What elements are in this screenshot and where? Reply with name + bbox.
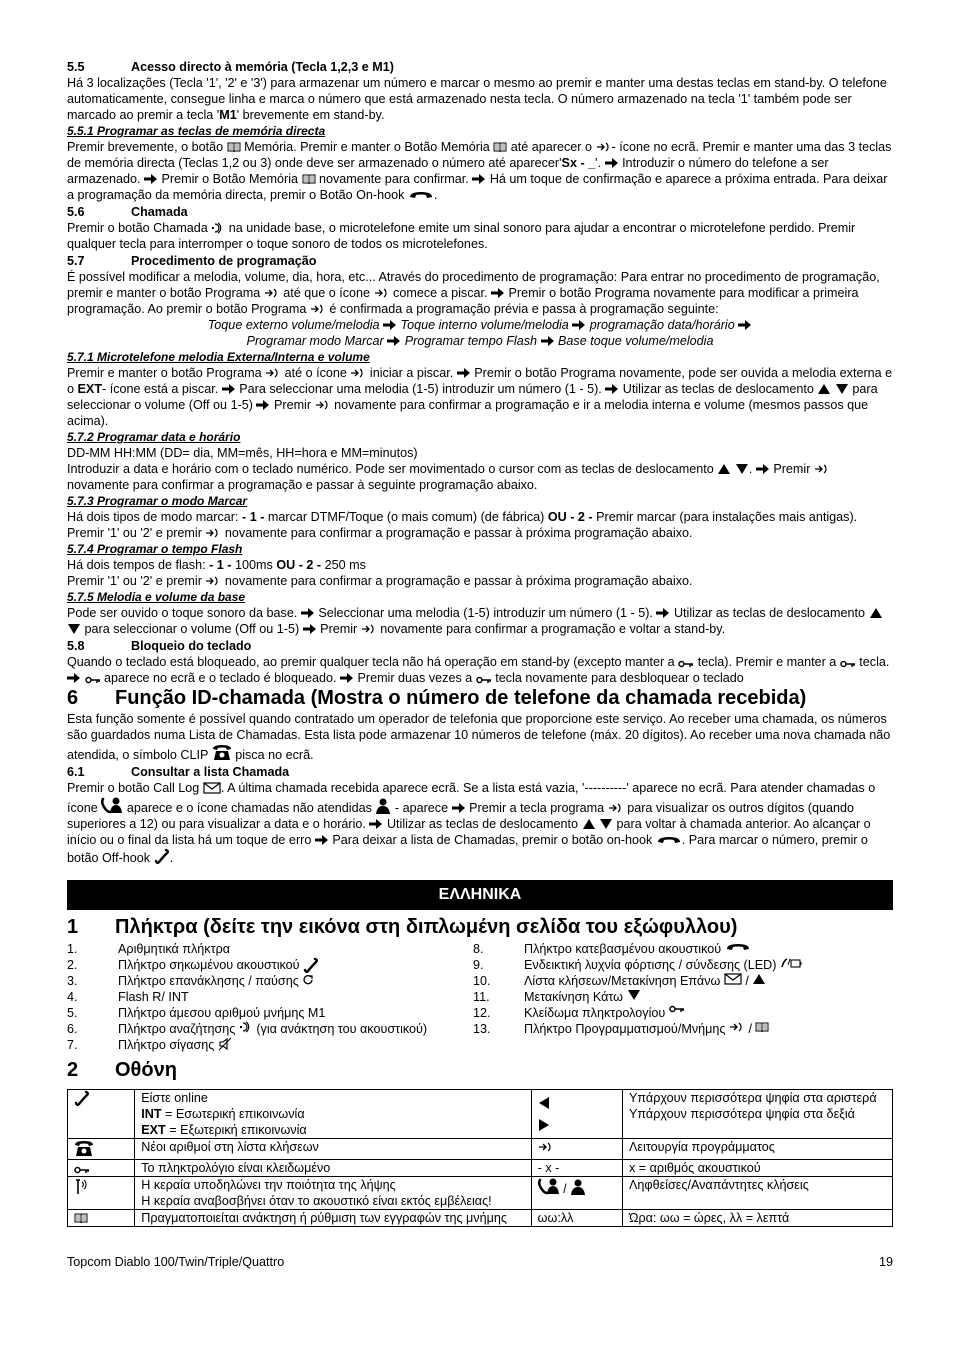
table-row (68, 1177, 893, 1210)
section-5-7-text: É possível modificar a melodia, volume, dia, hora, etc... Através do procedimento de programação: Para entrar no procedimento de programação, premir e manter o botão Programa até que o ícone comece a piscar. Premir o botão Programa novamente para modificar a primeira programação. Ao premir o botão Programa é confirmada a programação prévia e passa à programação seguinte: (67, 270, 880, 316)
onhook-icon (725, 941, 751, 957)
subsection-5-5-1-heading: 5.5.1 Programar as teclas de memória directa (67, 124, 326, 138)
up-triangle-icon (817, 383, 831, 395)
arrow-right-icon (472, 173, 486, 185)
table-cell (68, 1160, 135, 1177)
table-cell (135, 1177, 531, 1210)
keys-list (67, 941, 893, 1053)
clip-phone-icon (74, 1139, 94, 1157)
list-item: 7. Πλήκτρο σίγασης (67, 1037, 473, 1053)
table-cell (531, 1139, 622, 1160)
person-icon (375, 798, 391, 814)
book-icon (74, 1212, 88, 1224)
program-icon (350, 367, 366, 379)
right-triangle-icon (538, 1118, 550, 1132)
arrow-right-icon (222, 383, 236, 395)
manual-page (67, 58, 893, 1227)
list-item: 1. Αριθμητικά πλήκτρα (67, 942, 231, 956)
page-icon (211, 222, 225, 234)
program-icon (596, 141, 612, 153)
programming-flow-line-2: Programar modo Marcar Programar tempo Flash Base toque volume/melodia (246, 334, 714, 348)
section-5-7-5-text: Pode ser ouvido o toque sonoro da base. Seleccionar uma melodia (1-5) introduzir um número (1 - 5). Utilizar as teclas de deslocamento para seleccionar o volume (Off ou 1-5) Premir novamente para confirmar a programação e voltar a stand-by. (67, 605, 893, 637)
greek-chapter-1-heading: 1 Πλήκτρα (δείτε την εικόνα στη διπλωμένη σελίδα του εξώφυλλου) (67, 916, 738, 938)
section-5-6-heading: 5.6 Chamada (67, 205, 188, 219)
subsection-5-7-5-heading: 5.7.5 Melodia e volume da base (67, 590, 246, 604)
list-item: 8. Πλήκτρο κατεβασμένου ακουστικού (473, 941, 879, 957)
arrow-right-icon (756, 463, 770, 475)
subsection-5-7-1-heading: 5.7.1 Microtelefone melodia Externa/Interna e volume (67, 350, 370, 364)
offhook-icon (154, 848, 170, 864)
envelope-icon (203, 782, 221, 794)
section-5-7-heading: 5.7 Procedimento de programação (67, 254, 317, 268)
up-triangle-icon (717, 463, 731, 475)
page-icon (239, 1021, 253, 1037)
table-cell (135, 1090, 531, 1139)
list-item: 2. Πλήκτρο σηκωμένου ακουστικού (67, 957, 473, 973)
cell-line: INT = Εσωτερική επικοινωνία (141, 1107, 305, 1121)
greek-chapter-2-heading: 2 Οθόνη (67, 1059, 177, 1081)
list-item: 3. Πλήκτρο επανάκλησης / παύσης (67, 973, 473, 989)
arrow-right-icon (572, 319, 586, 331)
list-item: 12. Κλείδωμα πληκτρολογίου (473, 1005, 879, 1021)
cell-line: Είστε online (141, 1091, 208, 1105)
section-5-7-3-text: Há dois tipos de modo marcar: - 1 - marcar DTMF/Toque (o mais comum) (de fábrica) OU - 2 - Premir marcar (para instalações mais antigas). Premir '1' ou '2' e premir novamente para confirmar a programação e passar à próxima programação abaixo. (67, 510, 858, 540)
table-cell: x = αριθμός ακουστικού (623, 1160, 893, 1177)
cell-line: Υπάρχουν περισσότερα ψηφία στα δεξιά (629, 1107, 855, 1121)
arrow-right-icon (457, 367, 471, 379)
book-icon (755, 1021, 769, 1037)
program-icon (608, 802, 624, 814)
arrow-right-icon (340, 672, 354, 684)
redial-icon (302, 973, 314, 989)
onhook-icon (408, 189, 434, 201)
list-item: 4. Flash R/ INT (67, 990, 189, 1004)
list-item: 6. Πλήκτρο αναζήτησης (για ανάκτηση του ακουστικού) (67, 1022, 428, 1036)
section-5-5-text: Há 3 localizações (Tecla '1', '2' e '3') para armazenar um número e marcar o mesmo ao premir e manter uma destas teclas em stand-by. O telefone automaticamente, consegue linha e marca o número que está armazenado nesta tecla. O número armazenado na tecla '1' também pode ser marcado ao premir a tecla 'M1' brevemente em stand-by. (67, 76, 887, 122)
table-cell: Ληφθείσες/Αναπάντητες κλήσεις (623, 1177, 893, 1210)
program-icon (205, 527, 221, 539)
down-triangle-icon (835, 383, 849, 395)
offhook-icon (303, 957, 319, 973)
arrow-right-icon (67, 672, 81, 684)
cell-line: Η κεραία υποδηλώνει την ποιότητα της λήψης (141, 1178, 396, 1192)
person-icon (570, 1179, 586, 1195)
key-icon (840, 660, 856, 668)
section-6-1-text: Premir o botão Call Log . A última chamada recebida aparece ecrã. Se a lista está vazia, '----------' aparece no ecrã. Para atender chamadas o ícone aparece e o ícone chamadas não atendidas - aparece Premir a tecla programa para visualizar os outros dígitos (quando superiores a 12) ou para visualizar a data e o horário. Utilizar as teclas de deslocamento para voltar à chamada anterior. Ao alcançar o início ou o final da lista há um toque de erro Para deixar a lista de Chamadas, premir o botão on-hook . Para marcar o número, premir o botão Off-hook . (67, 781, 876, 865)
program-icon (264, 287, 280, 299)
arrow-right-icon (387, 335, 401, 347)
arrow-right-icon (256, 399, 270, 411)
display-symbols-table (67, 1089, 893, 1227)
arrow-right-icon (303, 623, 317, 635)
section-5-5-1-text: Premir brevemente, o botão Memória. Premir e manter o Botão Memória até aparecer o - ícone no ecrã. Premir e manter uma das 3 teclas de memória directa (Teclas 1,2 ou 3) onde deve ser armazenado o número até aparecer'Sx - _'. Introduzir o número do telefone a ser armazenado. Premir o Botão Memória novamente para confirmar. Há um toque de confirmação e aparece a próxima entrada. Para deixar a programação da memória directa, premir o Botão On-hook . (67, 140, 892, 202)
down-triangle-icon (67, 623, 81, 635)
table-cell (531, 1090, 622, 1139)
table-cell: / (531, 1177, 622, 1210)
arrow-right-icon (605, 157, 619, 169)
arrow-right-icon (301, 607, 315, 619)
program-icon (361, 623, 377, 635)
answered-call-icon (101, 796, 123, 814)
page-number: 19 (878, 1255, 893, 1269)
table-row (68, 1210, 893, 1227)
arrow-right-icon (656, 607, 670, 619)
list-item: 5. Πλήκτρο άμεσου αριθμού μνήμης M1 (67, 1006, 326, 1020)
up-triangle-icon (752, 973, 766, 989)
table-cell (623, 1090, 893, 1139)
list-item: 10. Λίστα κλήσεων/Μετακίνηση Επάνω / (473, 973, 879, 989)
clip-phone-icon (212, 743, 232, 761)
key-icon (476, 676, 492, 684)
down-triangle-icon (735, 463, 749, 475)
arrow-right-icon (369, 818, 383, 830)
cell-line: Η κεραία αναβοσβήνει όταν το ακουστικό είναι εκτός εμβέλειας! (141, 1194, 492, 1208)
list-item: 13. Πλήκτρο Προγραμματισμού/Μνήμης / (473, 1021, 879, 1037)
table-cell (68, 1139, 135, 1160)
table-cell: Ώρα: ωω = ώρες, λλ = λεπτά (623, 1210, 893, 1227)
flash-times-line: Há dois tempos de flash: - 1 - 100ms OU - 2 - 250 ms (67, 558, 366, 572)
section-5-5-heading: 5.5 Acesso directo à memória (Tecla 1,2,3 e M1) (67, 60, 394, 74)
section-5-7-4-text: Premir '1' ou '2' e premir novamente para confirmar a programação e passar à próxima programação abaixo. (67, 574, 693, 588)
table-row (68, 1090, 893, 1139)
answered-call-icon (538, 1177, 560, 1195)
down-triangle-icon (627, 989, 641, 1005)
program-icon (205, 575, 221, 587)
page-footer (67, 1254, 893, 1270)
arrow-right-icon (738, 319, 752, 331)
list-item: 9. Ενδεικτική λυχνία φόρτισης / σύνδεσης (LED) (473, 957, 879, 973)
key-icon (678, 660, 694, 668)
envelope-icon (724, 973, 742, 989)
key-icon (669, 1005, 685, 1021)
arrow-right-icon (144, 173, 158, 185)
program-icon (814, 463, 830, 475)
led-icon (780, 957, 802, 973)
section-5-8-heading: 5.8 Bloqueio do teclado (67, 639, 252, 653)
program-icon (729, 1021, 745, 1037)
antenna-icon (74, 1177, 90, 1195)
chapter-6-heading: 6 Função ID-chamada (Mostra o número de telefone da chamada recebida) (67, 687, 807, 709)
down-triangle-icon (599, 818, 613, 830)
table-cell: Νέοι αριθμοί στη λίστα κλήσεων (135, 1139, 531, 1160)
up-triangle-icon (869, 607, 883, 619)
keys-list-left (67, 941, 473, 1053)
key-icon (74, 1166, 90, 1174)
subsection-5-7-2-heading: 5.7.2 Programar data e horário (67, 430, 241, 444)
arrow-right-icon (541, 335, 555, 347)
arrow-right-icon (605, 383, 619, 395)
program-icon (310, 303, 326, 315)
key-icon (85, 676, 101, 684)
program-icon (265, 367, 281, 379)
table-cell: Λειτουργία προγράμματος (623, 1139, 893, 1160)
cell-line: Υπάρχουν περισσότερα ψηφία στα αριστερά (629, 1091, 877, 1105)
list-item: 11. Μετακίνηση Κάτω (473, 989, 879, 1005)
keys-list-right (473, 941, 879, 1053)
footer-product-name: Topcom Diablo 100/Twin/Triple/Quattro (67, 1255, 285, 1269)
book-icon (493, 141, 507, 153)
chapter-6-text: Esta função somente é possível quando contratado um operador de telefonia que proporcione este serviço. Ao receber uma chamada, os números são guardados numa Lista de Chamadas. Esta lista pode armazenar 10 números de telefone (máx. 20 dígitos). Ao receber uma nova chamada não atendida, o símbolo CLIP pisca no ecrã. (67, 712, 891, 762)
program-icon (374, 287, 390, 299)
program-icon (538, 1141, 554, 1153)
book-icon (227, 141, 241, 153)
book-icon (302, 173, 316, 185)
table-cell: - x - (531, 1160, 622, 1177)
up-triangle-icon (582, 818, 596, 830)
cell-line: EXT = Εξωτερική επικοινωνία (141, 1123, 307, 1137)
arrow-right-icon (383, 319, 397, 331)
subsection-5-7-4-heading: 5.7.4 Programar o tempo Flash (67, 542, 243, 556)
date-format-line: DD-MM HH:MM (DD= dia, MM=mês, HH=hora e MM=minutos) (67, 446, 418, 460)
programming-flow-line-1: Toque externo volume/melodia Toque interno volume/melodia programação data/horário (67, 317, 893, 333)
offhook-icon (74, 1090, 90, 1106)
arrow-right-icon (452, 802, 466, 814)
arrow-right-icon (315, 834, 329, 846)
table-cell (68, 1210, 135, 1227)
section-5-7-1-text: Premir e manter o botão Programa até o ícone iniciar a piscar. Premir o botão Programa novamente, pode ser ouvida a melodia externa e o EXT- ícone está a piscar. Para seleccionar uma melodia (1-5) introduzir um número (1 - 5). Utilizar as teclas de deslocamento para seleccionar o volume (Off ou 1-5) Premir novamente para confirmar a programação e ir a melodia interna e volume (mesmos passos que acima). (67, 366, 893, 428)
table-cell: Πραγματοποιείται ανάκτηση ή ρύθμιση των εγγραφών της μνήμης (135, 1210, 531, 1227)
table-cell (68, 1177, 135, 1210)
table-row (68, 1139, 893, 1160)
section-5-8-text: Quando o teclado está bloqueado, ao premir qualquer tecla não há operação em stand-by (excepto manter a tecla). Premir e manter a tecla. aparece no ecrã e o teclado é bloqueado. Premir duas vezes a tecla novamente para desbloquear o teclado (67, 655, 890, 685)
table-cell: Το πληκτρολόγιο είναι κλειδωμένο (135, 1160, 531, 1177)
onhook-icon (656, 834, 682, 846)
subsection-5-7-3-heading: 5.7.3 Programar o modo Marcar (67, 494, 248, 508)
section-5-7-2-text: Introduzir a data e horário com o teclado numérico. Pode ser movimentado o cursor com as teclas de deslocamento . Premir novamente para confirmar a programação e passar à seguinte programação abaixo. (67, 461, 893, 493)
table-cell (68, 1090, 135, 1139)
section-6-1-heading: 6.1 Consultar a lista Chamada (67, 765, 290, 779)
left-triangle-icon (538, 1096, 550, 1110)
program-icon (315, 399, 331, 411)
mute-icon (218, 1037, 232, 1053)
language-band-greek: ΕΛΛΗΝΙΚΑ (67, 880, 893, 910)
table-cell: ωω:λλ (531, 1210, 622, 1227)
section-5-6-text: Premir o botão Chamada na unidade base, o microtelefone emite um sinal sonoro para ajudar a encontrar o microtelefone perdido. Premir qualquer tecla para interromper o toque sonoro de todos os microtelefones. (67, 221, 856, 251)
table-row (68, 1160, 893, 1177)
arrow-right-icon (491, 287, 505, 299)
